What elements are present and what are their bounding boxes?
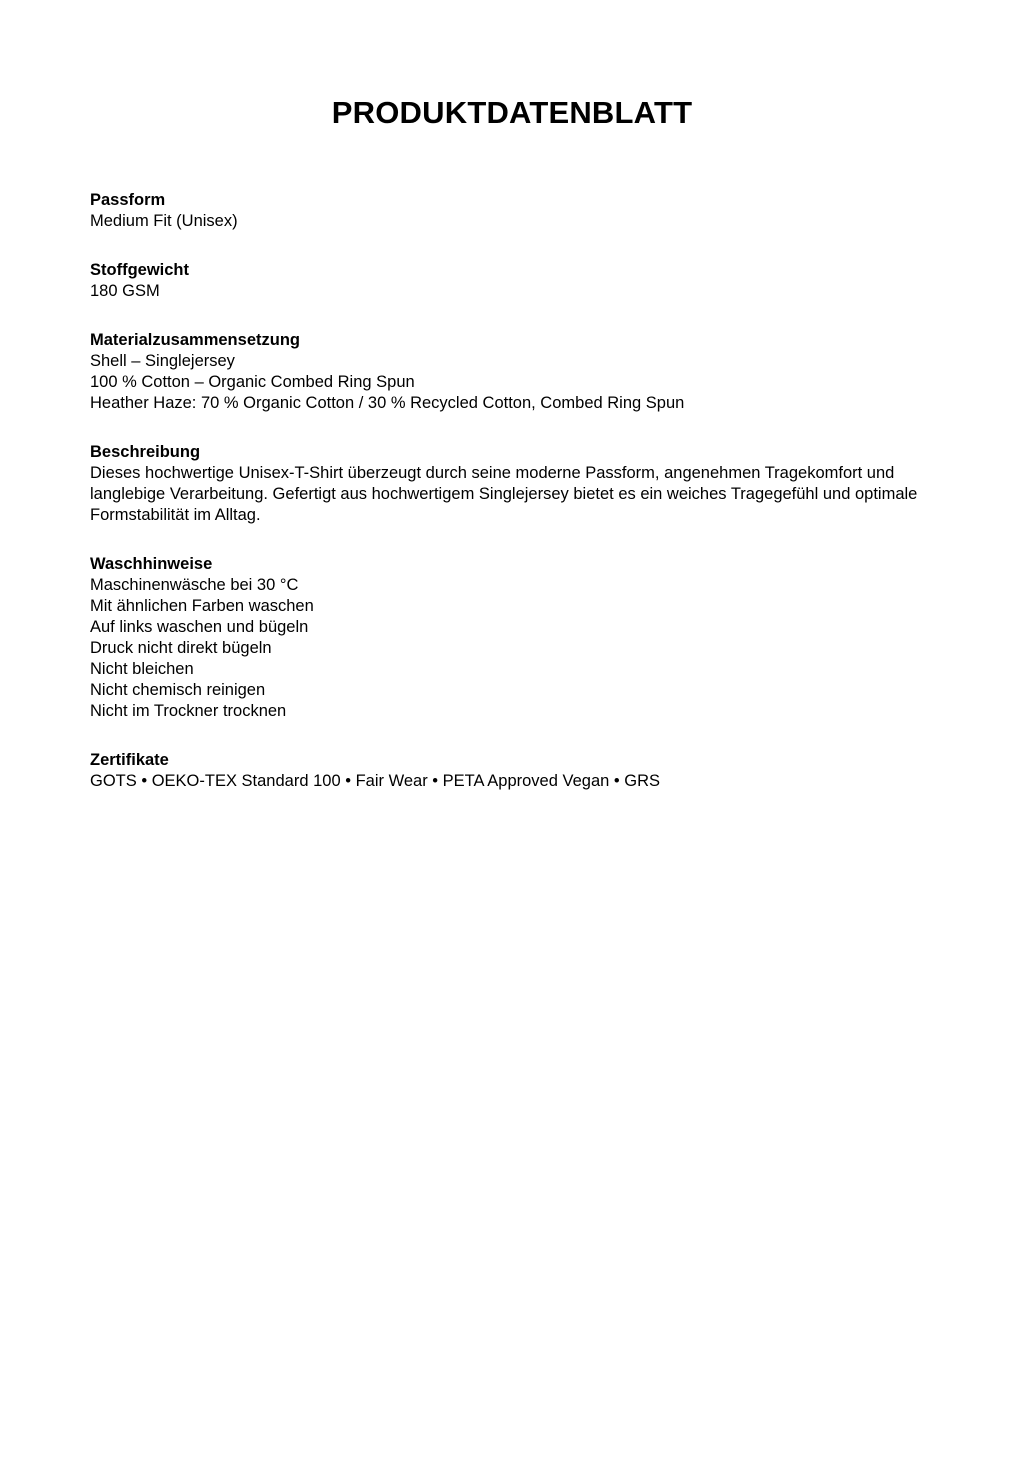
- section-heading: Materialzusammensetzung: [90, 331, 300, 349]
- section-line: Nicht bleichen: [90, 660, 194, 678]
- section-waschhinweise: [90, 554, 950, 722]
- section-paragraph: Dieses hochwertige Unisex-T-Shirt überzeugt durch seine moderne Passform, angenehmen Tragekomfort und langlebige Verarbeitung. Gefertigt aus hochwertigem Singlejersey bietet es ein weiches Tragegefühl und optimale Formstabilität im Alltag.: [90, 464, 918, 524]
- section-line: Auf links waschen und bügeln: [90, 618, 309, 636]
- section-line: Medium Fit (Unisex): [90, 212, 238, 230]
- section-zertifikate: [90, 750, 950, 792]
- page-title: PRODUKTDATENBLATT: [331, 95, 693, 130]
- section-passform: [90, 190, 950, 232]
- section-heading: Beschreibung: [90, 443, 201, 461]
- section-line: Maschinenwäsche bei 30 °C: [90, 576, 299, 594]
- section-line: Heather Haze: 70 % Organic Cotton / 30 % Recycled Cotton, Combed Ring Spun: [90, 394, 685, 412]
- section-beschreibung: [90, 442, 950, 526]
- section-heading: Stoffgewicht: [90, 261, 189, 279]
- section-line: Nicht chemisch reinigen: [90, 681, 266, 699]
- section-line: Mit ähnlichen Farben waschen: [90, 597, 314, 615]
- section-heading: Waschhinweise: [90, 555, 213, 573]
- section-heading: Passform: [90, 191, 166, 209]
- section-line: Nicht im Trockner trocknen: [90, 702, 287, 720]
- section-line: Druck nicht direkt bügeln: [90, 639, 272, 657]
- section-line: 180 GSM: [90, 282, 160, 300]
- section-stoffgewicht: [90, 260, 950, 302]
- document-content: [90, 190, 950, 820]
- section-line: GOTS • OEKO-TEX Standard 100 • Fair Wear • PETA Approved Vegan • GRS: [90, 772, 660, 790]
- section-materialzusammensetzung: [90, 330, 950, 414]
- section-line: Shell – Singlejersey: [90, 352, 235, 370]
- section-line: 100 % Cotton – Organic Combed Ring Spun: [90, 373, 415, 391]
- section-heading: Zertifikate: [90, 751, 169, 769]
